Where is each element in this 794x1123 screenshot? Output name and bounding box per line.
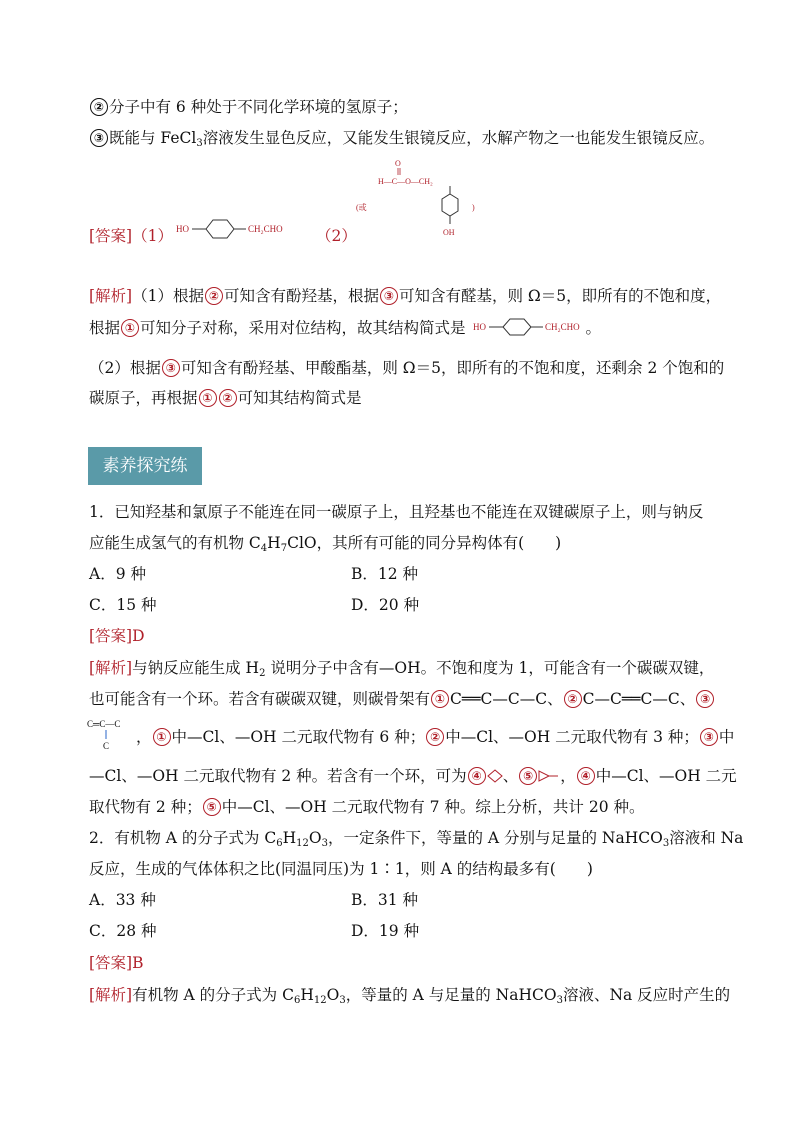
condition-2-line xyxy=(89,97,408,117)
text: 中—Cl、—OH 二元取代物有 3 种； xyxy=(445,728,699,746)
q1-analysis-line-1 xyxy=(89,658,714,684)
text: 可知其结构简式是 xyxy=(237,389,362,407)
answer-value: D xyxy=(132,627,145,645)
circle-5-icon: ⑤ xyxy=(519,767,537,785)
subscript: 4 xyxy=(260,543,268,554)
text: （1）根据 xyxy=(132,287,204,305)
structure-2-diagram xyxy=(354,160,484,245)
struct1-ho-label: HO xyxy=(176,224,189,234)
circle-3-icon: ③ xyxy=(380,287,398,305)
struct1-ho-label: HO xyxy=(473,322,486,332)
text: 2．有机物 A 的分子式为 C xyxy=(89,829,277,847)
text: 应能生成氢气的有机物 C xyxy=(89,534,261,552)
condition-2-text: 分子中有 6 种处于不同化学环境的氢原子； xyxy=(109,98,408,116)
skeleton-2: C—C══C—C、 xyxy=(582,690,696,708)
text: H xyxy=(300,986,314,1004)
analysis-label: [解析] xyxy=(89,659,133,677)
structure-1-diagram xyxy=(176,215,306,243)
circle-2-icon: ② xyxy=(205,287,223,305)
text: 可知分子对称，采用对位结构，故其结构简式是 xyxy=(140,319,466,337)
q1-option-c[interactable]: C．15 种 xyxy=(89,596,157,614)
circle-2-icon: ② xyxy=(90,98,108,116)
text: 碳原子，再根据 xyxy=(89,389,198,407)
text: 中—Cl、—OH 二元取代物有 6 种； xyxy=(171,728,426,746)
subscript: 6 xyxy=(276,838,283,849)
q2-line-1 xyxy=(89,828,743,854)
text: 说明分子中含有—OH。不饱和度为 1，可能含有一个碳碳双键， xyxy=(265,659,715,677)
q1-line-2 xyxy=(89,533,561,559)
text: 中—Cl、—OH 二元 xyxy=(595,767,737,785)
text: —Cl、—OH 二元取代物有 2 种。若含有一个环，可为 xyxy=(89,767,467,785)
text: 可知含有酚羟基，根据 xyxy=(223,287,379,305)
answer-label: [答案] xyxy=(89,627,133,645)
subscript: 3 xyxy=(662,838,670,849)
subscript: 6 xyxy=(293,995,301,1006)
q1-line-1: 1．已知羟基和氯原子不能连在同一碳原子上，且羟基也不能连在双键碳原子上，则与钠反 xyxy=(89,503,704,521)
text: 溶液、Na 反应时产生的 xyxy=(562,986,731,1004)
q2-option-d[interactable]: D．19 种 xyxy=(351,922,420,940)
text: ，一定条件下，等量的 A 分别与足量的 NaHCO xyxy=(327,829,663,847)
analysis-1-line-3 xyxy=(89,358,724,378)
answer-part-2: （2） xyxy=(316,227,357,245)
text: 、 xyxy=(502,767,519,785)
section-title: 素养探究练 xyxy=(88,447,202,485)
circle-3-icon: ③ xyxy=(700,728,718,746)
q2-answer xyxy=(89,953,144,973)
subscript: 7 xyxy=(280,543,288,554)
text: 有机物 A 的分子式为 C xyxy=(132,986,294,1004)
circle-2-icon: ② xyxy=(564,690,582,708)
q1-analysis-line-3 xyxy=(136,727,734,747)
text: 根据 xyxy=(89,319,121,337)
struct2-or-label: (或 xyxy=(356,203,367,212)
q2-option-b[interactable]: B．31 种 xyxy=(351,891,419,909)
text: 也可能含有一个环。若含有碳碳双键，则碳骨架有 xyxy=(89,690,431,708)
cyclopropyl-methyl-icon xyxy=(538,769,560,783)
subscript: 12 xyxy=(313,995,327,1006)
circle-3-icon: ③ xyxy=(162,359,180,377)
text: 与钠反应能生成 H xyxy=(132,659,260,677)
text: ， xyxy=(136,728,152,746)
condition-3-text-a: 既能与 FeCl xyxy=(109,129,197,147)
subscript: 3 xyxy=(196,138,203,149)
struct2-o-label: O xyxy=(395,160,401,168)
text: H xyxy=(267,534,281,552)
branch-chain-label: C═C—C xyxy=(87,719,121,729)
q2-line-2: 反应，生成的气体体积之比(同温同压)为 1∶1，则 A 的结构最多有( ) xyxy=(89,860,593,878)
q2-option-c[interactable]: C．28 种 xyxy=(89,922,157,940)
struct2-oh-label: OH xyxy=(443,228,455,237)
analysis-1-line-4 xyxy=(89,388,362,408)
circle-4-icon: ④ xyxy=(468,767,486,785)
condition-3-text-b: 溶液发生显色反应，又能发生银镜反应，水解产物之一也能发生银镜反应。 xyxy=(202,129,715,147)
circle-3-icon: ③ xyxy=(90,129,108,147)
text: 可知含有酚羟基、甲酸酯基，则 Ω＝5，即所有的不饱和度，还剩余 2 个饱和的 xyxy=(180,359,725,377)
text: ，等量的 A 与足量的 NaHCO xyxy=(345,986,557,1004)
circle-1-icon: ① xyxy=(121,319,139,337)
struct1-chain-label: CH₂CHO xyxy=(545,322,580,332)
text: 取代物有 2 种； xyxy=(89,798,202,816)
text: ClO，其所有可能的同分异构体有( ) xyxy=(287,534,562,552)
text: H xyxy=(282,829,297,847)
answer-label: [答案] xyxy=(89,954,133,972)
q1-analysis-line-5 xyxy=(89,797,644,817)
text: 溶液和 Na xyxy=(669,829,744,847)
structure-1-inline xyxy=(473,315,598,339)
cyclobutane-icon xyxy=(487,769,503,783)
subscript: 3 xyxy=(321,838,328,849)
q1-analysis-line-2 xyxy=(89,689,715,709)
text: 。 xyxy=(585,319,602,337)
text: O xyxy=(308,829,322,847)
subscript: 2 xyxy=(259,668,266,679)
circle-1-icon: ① xyxy=(199,389,217,407)
text: （2）根据 xyxy=(89,359,161,377)
subscript: 3 xyxy=(556,995,563,1006)
analysis-1-line-1 xyxy=(89,286,721,306)
circle-2-icon: ② xyxy=(426,728,444,746)
circle-1-icon: ① xyxy=(153,728,171,746)
text: 中—Cl、—OH 二元取代物有 7 种。综上分析，共计 20 种。 xyxy=(221,798,645,816)
answer-1-line xyxy=(89,226,173,246)
q2-analysis-line-1 xyxy=(89,985,730,1011)
q1-analysis-line-4 xyxy=(89,766,737,786)
condition-3-line xyxy=(89,128,714,154)
text: ， xyxy=(560,767,576,785)
answer-part-1: （1） xyxy=(132,227,173,245)
circle-1-icon: ① xyxy=(431,690,449,708)
q1-option-b[interactable]: B．12 种 xyxy=(351,565,419,583)
q1-option-a[interactable]: A．9 种 xyxy=(89,565,146,583)
struct2-close-label: ) xyxy=(472,203,475,212)
q1-option-d[interactable]: D．20 种 xyxy=(351,596,420,614)
analysis-label: [解析] xyxy=(89,986,133,1004)
q2-option-a[interactable]: A．33 种 xyxy=(89,891,156,909)
analysis-label: [解析] xyxy=(89,287,133,305)
text: O xyxy=(326,986,340,1004)
skeleton-1: C══C—C—C、 xyxy=(450,690,563,708)
q1-answer xyxy=(89,626,145,646)
answer-label: [答案] xyxy=(89,227,133,245)
circle-3-icon: ③ xyxy=(696,690,714,708)
struct1-chain-label: CH₂CHO xyxy=(248,224,283,234)
answer-value: B xyxy=(132,954,144,972)
subscript: 3 xyxy=(339,995,346,1006)
circle-4-icon: ④ xyxy=(577,767,595,785)
circle-2-icon: ② xyxy=(219,389,237,407)
text: 中 xyxy=(718,728,735,746)
branch-c-label: C xyxy=(103,741,110,751)
branched-skeleton-diagram xyxy=(87,715,139,751)
circle-5-icon: ⑤ xyxy=(203,798,221,816)
text: 可知含有醛基，则 Ω＝5，即所有的不饱和度， xyxy=(399,287,722,305)
struct2-chain-label: H—C—O—CH₂ xyxy=(378,177,433,186)
subscript: 12 xyxy=(296,838,309,849)
